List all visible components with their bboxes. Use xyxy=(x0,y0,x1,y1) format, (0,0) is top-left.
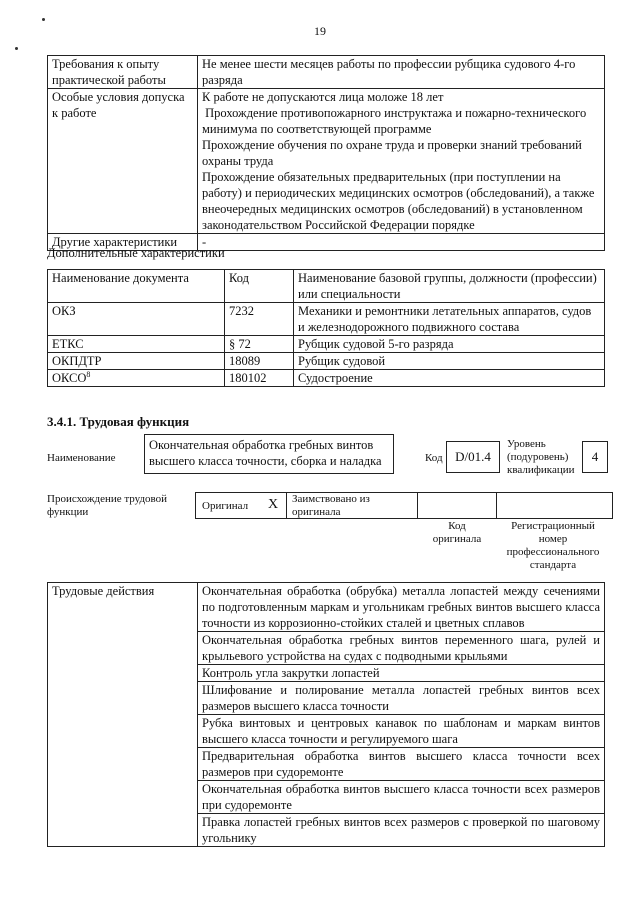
table-row xyxy=(48,56,605,89)
action-item: Окончательная обработка винтов высшего класса точности всех размеров при судоремонте xyxy=(198,781,605,814)
table-cell: § 72 xyxy=(225,336,294,353)
table-row xyxy=(48,370,605,387)
divider xyxy=(286,493,287,518)
requirement-value: - xyxy=(198,234,605,251)
table-cell: ОКСО$^8$ xyxy=(48,370,225,387)
column-header: Наименование документа xyxy=(48,270,225,303)
footnote-mark: 8 xyxy=(86,369,91,379)
action-item: Предварительная обработка винтов высшего класса точности всех размеров при судоремонте xyxy=(198,748,605,781)
action-item: Контроль угла закрутки лопастей xyxy=(198,665,605,682)
divider xyxy=(496,493,497,518)
level-box xyxy=(582,441,608,473)
table-row xyxy=(48,583,605,632)
requirement-label: Другие характеристики xyxy=(48,234,198,251)
divider xyxy=(417,493,418,518)
requirement-value: К работе не допускаются лица моложе 18 лет Прохождение противопожарного инструктажа и пожарно-технического минимума по соответствующей программе Прохождение обучения по охране труда и проверки знаний требований охраны труда Прохождение обязательных предварительных (при поступлении на работу) и периодических медицинских осмотров (обследований), а также внеочередных медицинских осмотров (обследований) в установленном законодательством Российской Федерации порядке xyxy=(198,89,605,234)
additional-title: Дополнительные характеристики xyxy=(47,246,225,260)
origin-label: Происхождение трудовой функции xyxy=(47,493,168,518)
action-item: Окончательная обработка гребных винтов переменного шага, рулей и крыльевого устройства на судах с подводными крыльями xyxy=(198,632,605,665)
table-row xyxy=(48,336,605,353)
table-cell: ОКЗ xyxy=(48,303,225,336)
actions-table xyxy=(47,582,605,847)
table-cell: ЕТКС xyxy=(48,336,225,353)
action-item: Окончательная обработка (обрубка) металла лопастей между сечениями по подготовленным маркам и угольникам гребных винтов высшего класса точности из коррозионно-стойких сталей и цветных сплавов xyxy=(198,583,605,632)
requirements-table xyxy=(47,55,605,251)
column-header: Код xyxy=(225,270,294,303)
action-item: Шлифование и полирование металла лопастей гребных винтов всех размеров высшего класса точности xyxy=(198,682,605,715)
additional-table xyxy=(47,269,605,387)
action-item: Рубка винтовых и центровых канавок по шаблонам и маркам винтов высшего класса точности и регулируемого шага xyxy=(198,715,605,748)
table-cell: Рубщик судовой 5-го разряда xyxy=(294,336,605,353)
table-header-row xyxy=(48,270,605,303)
table-cell: ОКПДТР xyxy=(48,353,225,370)
code-box xyxy=(446,441,500,473)
borrowed-label: Заимствовано из оригинала xyxy=(292,493,370,518)
actions-label: Трудовые действия xyxy=(48,583,198,847)
requirement-value: Не менее шести месяцев работы по профессии рубщика судового 4-го разряда xyxy=(198,56,605,89)
code-value: D/01.4 xyxy=(455,449,491,464)
column-header: Наименование базовой группы, должности (профессии) или специальности xyxy=(294,270,605,303)
section-title: 3.4.1. Трудовая функция xyxy=(47,414,190,429)
table-cell: Рубщик судовой xyxy=(294,353,605,370)
table-row xyxy=(48,89,605,234)
page-number: 19 xyxy=(314,24,326,38)
requirement-label: Особые условия допуска к работе xyxy=(48,89,198,234)
scan-mark xyxy=(42,18,45,21)
original-label: Оригинал xyxy=(202,500,249,512)
table-cell: 180102 xyxy=(225,370,294,387)
reg-caption: Регистрационный номер профессионального стандарта xyxy=(506,520,600,571)
table-row xyxy=(48,353,605,370)
scan-mark xyxy=(15,47,18,50)
requirement-label: Требования к опыту практической работы xyxy=(48,56,198,89)
table-cell: 7232 xyxy=(225,303,294,336)
code-caption: Код оригинала xyxy=(432,520,482,545)
action-item: Правка лопастей гребных винтов всех размеров с проверкой по шаговому угольнику xyxy=(198,814,605,847)
level-label: Уровень (подуровень) квалификации xyxy=(507,438,575,476)
code-label: Код xyxy=(425,452,443,464)
origin-box xyxy=(195,492,613,519)
table-cell: Судостроение xyxy=(294,370,605,387)
table-row xyxy=(48,303,605,336)
original-mark: X xyxy=(268,497,279,512)
table-cell: Механики и ремонтники летательных аппаратов, судов и железнодорожного подвижного состава xyxy=(294,303,605,336)
name-label: Наименование xyxy=(47,452,116,464)
function-name-box xyxy=(144,434,394,474)
table-cell: 18089 xyxy=(225,353,294,370)
level-value: 4 xyxy=(591,449,599,464)
function-name: Окончательная обработка гребных винтов высшего класса точности, сборка и наладка xyxy=(149,438,382,468)
